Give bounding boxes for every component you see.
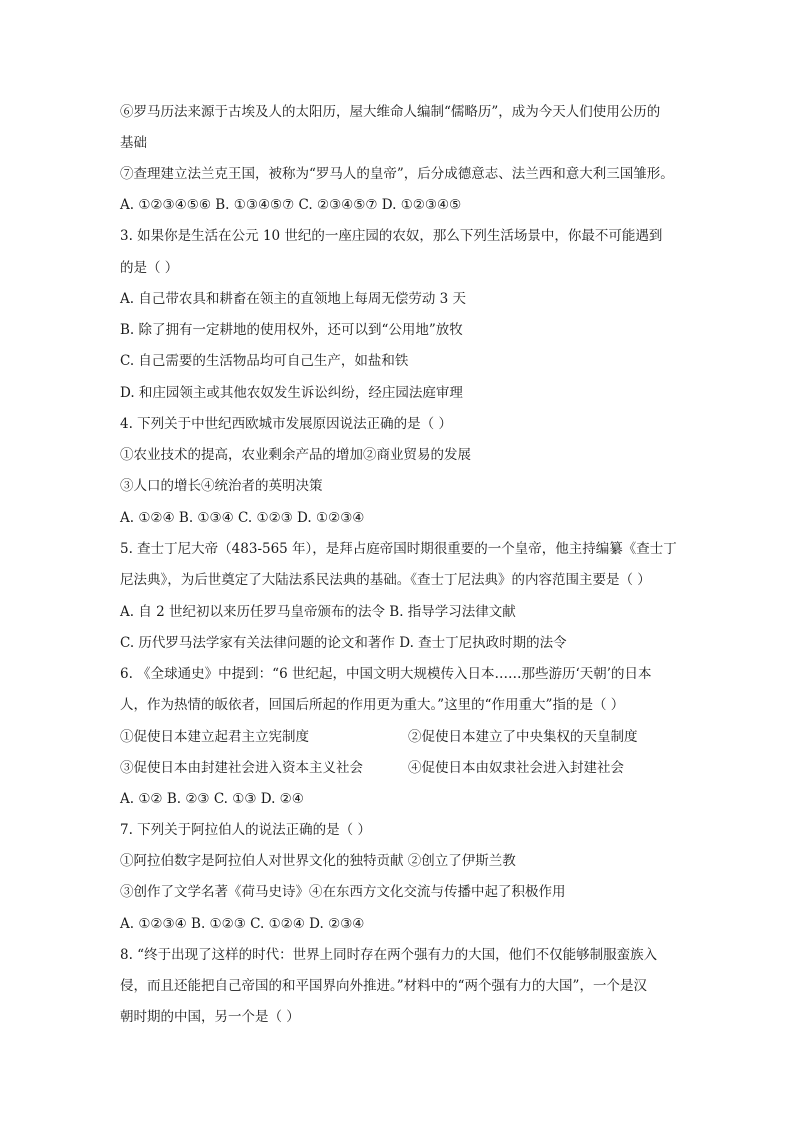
statement-2: ②促使日本建立了中央集权的天皇制度 (408, 729, 638, 745)
question-6: 6. 《全球通史》中提到：“6 世纪起，中国文明大规模传入日本……那些游历‘天朝’的日本 (120, 666, 652, 682)
text-line: 人，作为热情的皈依者，回国后所起的作用更为重大。”这里的“作用重大”指的是（ ） (120, 697, 625, 713)
question-4: 4. 下列关于中世纪西欧城市发展原因说法正确的是（ ） (120, 416, 452, 432)
text-line: ③人口的增长④统治者的英明决策 (120, 478, 323, 494)
text-line: 的是（ ） (120, 260, 179, 276)
answer-options: A. 自 2 世纪初以来历任罗马皇帝颁布的法令 B. 指导学习法律文献 (120, 604, 516, 620)
option-d: D. 和庄园领主或其他农奴发生诉讼纠纷，经庄园法庭审理 (120, 385, 463, 401)
option-b: B. 除了拥有一定耕地的使用权外，还可以到“公用地”放牧 (120, 322, 463, 338)
text-line: 侵，而且还能把自己帝国的和平国界向外推进。”材料中的“两个强有力的大国”，一个是汉 (120, 978, 647, 994)
text-line: ①农业技术的提高，农业剩余产品的增加②商业贸易的发展 (120, 447, 471, 463)
answer-options: A. ①② B. ②③ C. ①③ D. ②④ (120, 791, 304, 807)
answer-options: A. ①②③④ B. ①②③ C. ①②④ D. ②③④ (120, 916, 365, 932)
statement-4: ④促使日本由奴隶社会进入封建社会 (408, 760, 624, 776)
text-line: ①阿拉伯数字是阿拉伯人对世界文化的独特贡献 ②创立了伊斯兰教 (120, 853, 516, 869)
statement-1: ①促使日本建立起君主立宪制度 (120, 729, 309, 745)
option-c: C. 自己需要的生活物品均可自己生产，如盐和铁 (120, 353, 409, 369)
answer-options: A. ①②③④⑤⑥ B. ①③④⑤⑦ C. ②③④⑤⑦ D. ①②③④⑤ (120, 197, 462, 213)
text-line: ⑥罗马历法来源于古埃及人的太阳历，屋大维命人编制“儒略历”，成为今天人们使用公历的 (120, 104, 661, 120)
answer-options: A. ①②④ B. ①③④ C. ①②③ D. ①②③④ (120, 510, 365, 526)
text-line: ⑦查理建立法兰克王国，被称为“罗马人的皇帝”，后分成德意志、法兰西和意大利三国雏形。 (120, 166, 674, 182)
question-3: 3. 如果你是生活在公元 10 世纪的一座庄园的农奴，那么下列生活场景中，你最不可能遇到 (120, 228, 663, 244)
question-5: 5. 查士丁尼大帝（483-565 年），是拜占庭帝国时期很重要的一个皇帝，他主持编纂《查士丁 (120, 541, 677, 557)
statement-3: ③促使日本由封建社会进入资本主义社会 (120, 760, 363, 776)
question-8: 8. “终于出现了这样的时代：世界上同时存在两个强有力的大国，他们不仅能够制服蛮族入 (120, 947, 658, 963)
answer-options: C. 历代罗马法学家有关法律问题的论文和著作 D. 查士丁尼执政时期的法令 (120, 635, 567, 651)
text-line: 朝时期的中国，另一个是（ ） (120, 1009, 300, 1025)
option-a: A. 自己带农具和耕畜在领主的直领地上每周无偿劳动 3 天 (120, 291, 467, 307)
text-line: 基础 (120, 135, 147, 151)
text-line: ③创作了文学名著《荷马史诗》④在东西方文化交流与传播中起了积极作用 (120, 884, 566, 900)
text-line: 尼法典》，为后世奠定了大陆法系民法典的基础。《查士丁尼法典》的内容范围主要是（ ） (120, 572, 651, 588)
question-7: 7. 下列关于阿拉伯人的说法正确的是（ ） (120, 822, 371, 838)
